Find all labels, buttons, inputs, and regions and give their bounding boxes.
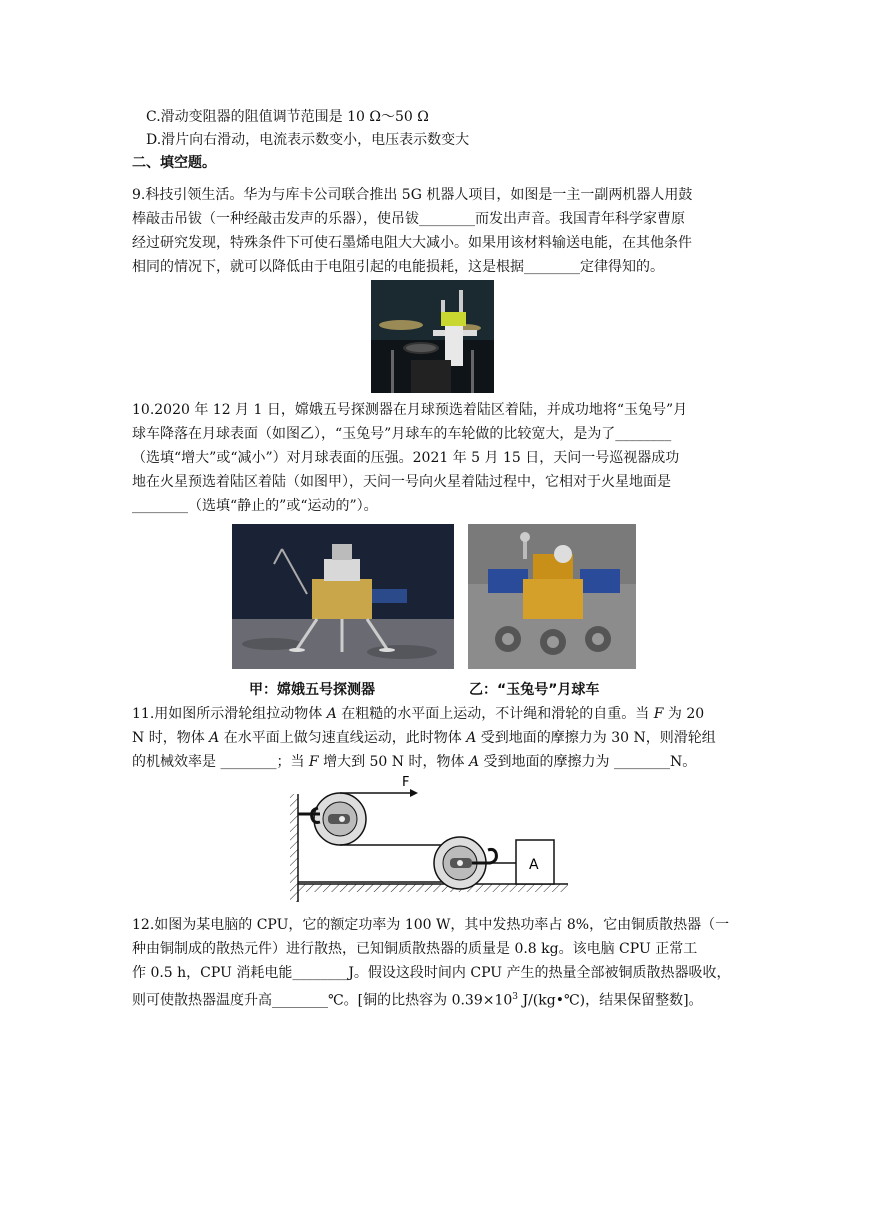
q12-line-1: 12.如图为某电脑的 CPU，它的额定功率为 100 W，其中发热功率占 8%，它由铜质散热器（一 (132, 917, 730, 933)
q10-line-4: 地在火星预选着陆区着陆（如图甲），天问一号向火星着陆过程中，它相对于火星地面是 (132, 474, 671, 490)
q9-line-3: 经过研究发现，特殊条件下可使石墨烯电阻大大减小。如果用该材料输送电能，在其他条件 (132, 235, 692, 251)
block-label: A (529, 857, 539, 873)
q12-line-2: 种由铜制成的散热元件）进行散热，已知铜质散热器的质量是 0.8 kg。该电脑 CPU 正常工 (132, 941, 698, 957)
q10-line-1: 10.2020 年 12 月 1 日，嫦娥五号探测器在月球预选着陆区着陆，并成功地将“玉兔号”月 (132, 402, 688, 418)
q10-line-5: ________（选填“静止的”或“运动的”）。 (132, 498, 378, 514)
robot-drum-photo (371, 280, 494, 393)
change5-lander-photo (232, 524, 454, 669)
section-title: 二、填空题。 (132, 155, 216, 171)
q8-option-c: C.滑动变阻器的阻值调节范围是 10 Ω～50 Ω (146, 109, 429, 125)
q11-line-3: 的机械效率是 ________；当 F 增大到 50 N 时，物体 A 受到地面的摩擦力为 ________N。 (132, 754, 697, 770)
q11-line-1: 11.用如图所示滑轮组拉动物体 A 在粗糙的水平面上运动，不计绳和滑轮的自重。当 F 为 20 (132, 706, 705, 722)
force-label: F (402, 775, 410, 790)
q9-line-4: 相同的情况下，就可以降低由于电阻引起的电能损耗，这是根据________定律得知的。 (132, 259, 664, 275)
q10-line-2: 球车降落在月球表面（如图乙），“玉兔号”月球车的车轮做的比较宽大，是为了________ (132, 426, 672, 442)
caption-jia: 甲：嫦娥五号探测器 (249, 682, 375, 698)
q11-line-2: N 时，物体 A 在水平面上做匀速直线运动，此时物体 A 受到地面的摩擦力为 30 N，则滑轮组 (132, 730, 716, 746)
q8-option-d: D.滑片向右滑动，电流表示数变小，电压表示数变大 (146, 132, 470, 148)
q9-line-1: 9.科技引领生活。华为与库卡公司联合推出 5G 机器人项目，如图是一主一副两机器人用鼓 (132, 187, 693, 203)
pulley-diagram (290, 772, 570, 907)
q9-line-2: 棒敲击吊钹（一种经敲击发声的乐器），使吊钹________而发出声音。我国青年科学家曹原 (132, 211, 685, 227)
q10-line-3: （选填“增大”或“减小”）对月球表面的压强。2021 年 5 月 15 日，天问一号巡视器成功 (132, 450, 680, 466)
q12-line-3: 作 0.5 h，CPU 消耗电能________J。假设这段时间内 CPU 产生的热量全部被铜质散热器吸收， (132, 965, 731, 981)
caption-yi: 乙：“玉兔号”月球车 (469, 682, 600, 698)
yutu-rover-photo (468, 524, 636, 669)
q12-line-4: 则可使散热器温度升高________℃。[铜的比热容为 $0.39\times 10^3$ J/(kg•℃)，结果保留整数]。 (132, 992, 703, 1009)
